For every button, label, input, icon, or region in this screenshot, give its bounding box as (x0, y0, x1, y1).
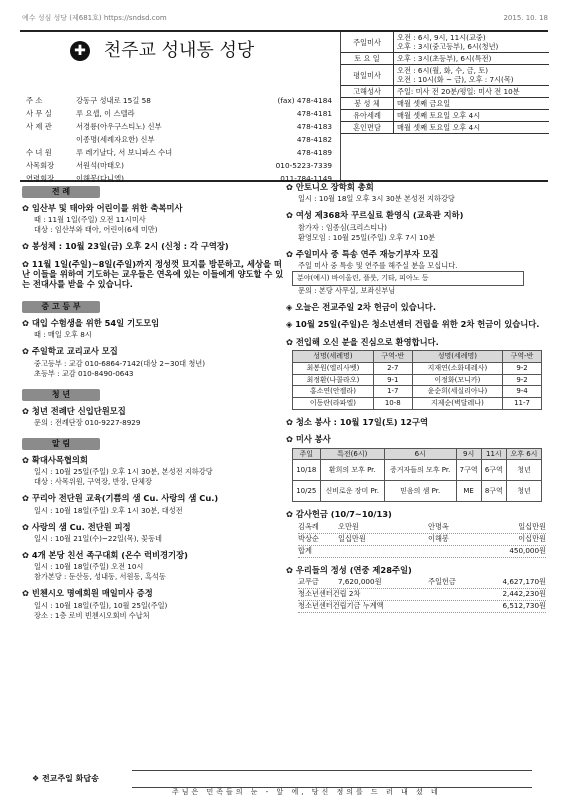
schedule-row (341, 98, 549, 110)
notice-detail: 문의 : 본당 사무실, 보좌신부님 (298, 286, 396, 296)
table-cell: 11-7 (503, 398, 542, 410)
schedule-key: 평일미사 (341, 65, 394, 86)
liturgy-head: 전 례 (22, 186, 100, 198)
donor-amount: 이십만원 (518, 533, 546, 543)
psalm-lyrics: 주님은 민족들의 눈 - 앞 에, 당신 정의를 드 러 내 셨 네 (172, 788, 441, 796)
table-row (293, 362, 542, 374)
notice-item (22, 241, 284, 251)
staff-row (26, 161, 332, 174)
table-cell: 2-7 (373, 362, 412, 374)
notice-item (22, 493, 284, 514)
table-cell: 이정화(모니카) (412, 374, 502, 386)
schedule-value (394, 32, 550, 53)
offering-label: 교무금 (298, 577, 319, 587)
schedule-line: 매월 셋째 금요일 (397, 99, 451, 108)
table-cell: 지재연(소화데레사) (412, 362, 502, 374)
table-cell: ME (456, 481, 481, 502)
notice-detail: 일시 : 10월 18일 오후 3시 30분 본성전 지하강당 (298, 194, 455, 204)
thanks-ledger (298, 522, 546, 558)
notice-title: ✿ 4개 본당 친선 족구대회 (온수 럭비경기장) (22, 549, 188, 560)
staff-row (26, 148, 332, 161)
table-header: 11시 (481, 448, 506, 460)
welcome-table (292, 350, 542, 410)
notice-title: ✿ 확대사목협의회 (22, 454, 88, 465)
music-staff (132, 770, 532, 788)
ledger-line (298, 522, 546, 534)
announcements-head: 알 림 (22, 438, 100, 450)
notice-detail: 때 : 11월 1일(주일) 오전 11시미사 (34, 215, 146, 225)
table-cell: 8구역 (481, 481, 506, 502)
notice-title: ✿ 우리들의 정성 (연중 제28주일) (286, 564, 412, 575)
table-cell: 이동란(라파엘) (293, 398, 374, 410)
staff-phone: 478-4183 (296, 122, 332, 131)
notice-item (22, 588, 284, 619)
staff-name: 서원석(마태오) (76, 161, 124, 170)
table-cell: 6구역 (481, 460, 506, 481)
table-cell: 믿음의 샘 Pr. (384, 481, 456, 502)
notice-item (22, 203, 284, 234)
notice-item (22, 522, 284, 543)
schedule-key: 토 요 일 (341, 53, 394, 65)
church-logo (70, 40, 254, 63)
notice-title: ✿ 미사 봉사 (286, 434, 331, 445)
notice-title: ✿ 봉성체 : 10월 23일(금) 오후 2시 (신청 : 각 구역장) (22, 241, 229, 252)
notice-title: ✿ 11월 1일(주일)~8일(주일)까지 정성껏 묘지를 방문하고, 세상을 떠난 이들을 위하여 기도하는 교우들은 연옥에 있는 이들에게 양도할 수 있는 전대사를 받을 수 있습니다. (22, 258, 284, 290)
notice-title: ✿ 사랑의 샘 Cu. 전단원 피정 (22, 521, 131, 532)
table-header: 9시 (456, 448, 481, 460)
staff-label: 사 무 실 (26, 109, 52, 118)
church-info (20, 32, 340, 183)
notice-title: ✿ 청소 봉사 : 10월 17일(토) 12구역 (286, 416, 428, 427)
table-header: 성명(세례명) (412, 351, 502, 363)
staff-label: 사목회장 (26, 161, 55, 170)
schedule-row (341, 86, 549, 98)
total-label: 합계 (298, 545, 312, 555)
notice-detail: 대상 : 사목위원, 구역장, 반장, 단체장 (34, 477, 152, 487)
schedule-key: 주일미사 (341, 32, 394, 53)
notice-detail: 주일 미사 중 특송 및 연주를 해주실 분을 모십니다. (298, 261, 458, 271)
table-cell: 9-2 (503, 362, 542, 374)
table-row (293, 460, 542, 481)
table-cell: 9-1 (373, 374, 412, 386)
table-header: 성명(세례명) (293, 351, 374, 363)
ledger-line (298, 534, 546, 546)
table-cell: 최봉원(엘리사벳) (293, 362, 374, 374)
staff-name: 서경룡(아우구스티노) 신부 (76, 122, 162, 131)
notice-detail: 일시 : 10월 25일(주일) 오후 1시 30분, 본성전 지하강당 (34, 467, 213, 477)
notice-title: ✿ 주일학교 교리교사 모집 (22, 346, 118, 357)
table-row (293, 398, 542, 410)
notice-detail: 일시 : 10월 18일(주일) 오전 10시 (34, 562, 144, 572)
schedule-value (394, 110, 550, 122)
right-column (286, 182, 548, 620)
ledger-line (298, 601, 546, 613)
donor-amount: 일십만원 (338, 533, 366, 543)
offering-amount: 6,512,730원 (502, 601, 546, 611)
schedule-line: 주일: 미사 전 20분/평일: 미사 전 10분 (397, 87, 520, 96)
schedule-key: 고해성사 (341, 86, 394, 98)
table-header: 구역-반 (373, 351, 412, 363)
schedule-key: 혼인면담 (341, 122, 394, 134)
staff-label: 주 소 (26, 96, 43, 105)
offering-label: 청소년센터건립기금 누계액 (298, 601, 384, 611)
notice-detail: 환영모임 : 10월 25일(주일) 오후 7시 10분 (298, 232, 436, 242)
cross-icon: ✚ (70, 41, 90, 61)
notice-title: ✿ 빈첸시오 명예회원 매일미사 증정 (22, 588, 153, 599)
table-header-row (293, 351, 542, 363)
notice-detail: 중고등부 : 교감 010-6864-7142(대상 2~30대 청년) (34, 358, 206, 368)
note-text: ◈ 10월 25일(주일)은 청소년센터 건립을 위한 2차 헌금이 있습니다. (286, 319, 540, 330)
schedule-row (341, 32, 549, 53)
issue-date: 2015. 10. 18 (503, 14, 548, 22)
top-info (22, 14, 548, 23)
music-recruit (286, 249, 548, 295)
staff-name: 이해봉(다니엘) (76, 174, 124, 183)
schedule-line: 오전 : 6시(월, 화, 수, 금, 토) (397, 66, 488, 75)
table-cell: 홍소연(안젤라) (293, 386, 374, 398)
notice-item (22, 346, 284, 377)
table-cell: 10-8 (373, 398, 412, 410)
notice-item (22, 318, 284, 339)
notice-detail: 때 : 매일 오후 8시 (34, 330, 92, 340)
notice-title: ✿ 안토니오 장학회 총회 (286, 182, 374, 192)
table-cell: 최정환(나콜라오) (293, 374, 374, 386)
table-cell: 지제순(벽달레나) (412, 398, 502, 410)
church-title: 천주교 성내동 성당 (103, 40, 255, 61)
notice-detail: 대상 : 임산부와 태아, 어린이(6세 미만) (34, 225, 158, 235)
schedule-value (394, 53, 550, 65)
table-header-row (293, 448, 542, 460)
schedule-line: 오후 : 3시(초등부), 6시(특전) (397, 54, 492, 63)
staff-phone: 478-4189 (296, 148, 332, 157)
ledger-total (298, 546, 546, 558)
mass-service (286, 434, 548, 502)
staff-list (26, 96, 332, 187)
offering-ledger (298, 577, 546, 613)
mass-schedule (340, 32, 549, 180)
responsorial-psalm (22, 770, 548, 796)
table-header: 오후 6시 (506, 448, 541, 460)
schedule-row (341, 53, 549, 65)
notice-item (286, 182, 548, 203)
schedule-key: 봉 성 체 (341, 98, 394, 110)
table-cell: 9-4 (503, 386, 542, 398)
schedule-value (394, 65, 550, 86)
notice-item (22, 455, 284, 486)
donor-amount: 일십만원 (518, 521, 546, 531)
notice-detail: 초등부 : 교감 010-8490-0643 (34, 368, 134, 378)
staff-row (26, 122, 332, 135)
note-text: ◈ 오늘은 전교주일 2차 헌금이 있습니다. (286, 302, 436, 313)
table-cell: 10/25 (293, 481, 321, 502)
header-block (20, 30, 548, 182)
ledger-line (298, 589, 546, 601)
staff-row (26, 109, 332, 122)
notice-detail: 장소 : 1층 로비 빈첸시오회비 수납처 (34, 610, 150, 620)
table-header: 6시 (384, 448, 456, 460)
staff-name: 강동구 성내로 15길 58 (76, 96, 151, 105)
cleaning-volunteer (286, 417, 548, 427)
table-row (293, 374, 542, 386)
donor-name: 박상순 (298, 533, 319, 543)
donor-amount: 오만원 (338, 521, 359, 531)
table-cell: 청년 (506, 460, 541, 481)
staff-label: 수 녀 원 (26, 148, 52, 157)
collection-note (286, 319, 548, 329)
notice-detail: 일시 : 10월 21일(수)~22일(목), 꽃동네 (34, 533, 162, 543)
notice-title: ✿ 주일미사 중 특송 연주 재능기부자 모집 (286, 248, 439, 259)
schedule-key: 유아세례 (341, 110, 394, 122)
notice-detail: 일시 : 10월 18일(주일), 10월 25일(주일) (34, 600, 168, 610)
notice-detail: 일시 : 10월 18일(주일) 오후 1시 30분, 대성전 (34, 505, 183, 515)
table-cell: 윤순희(세실리아나) (412, 386, 502, 398)
donor-name: 안명옥 (428, 521, 449, 531)
offering-amount: 2,442,230원 (502, 589, 546, 599)
table-cell: 7구역 (456, 460, 481, 481)
schedule-line: 오전 : 10시(화 ~ 금), 오후 : 7시(목) (397, 75, 514, 84)
offering-amount: 7,620,000원 (338, 577, 382, 587)
table-cell: 청년 (506, 481, 541, 502)
table-cell: 10/18 (293, 460, 321, 481)
staff-phone: 478-4182 (296, 135, 332, 144)
schedule-value (394, 86, 550, 98)
weekly-offering (286, 565, 548, 613)
notice-item (286, 210, 548, 241)
music-fields: 분야(예시) 바이올린, 플룻, 기타, 피아노 등 (292, 271, 524, 286)
left-column (22, 182, 284, 627)
welcome-block (286, 337, 548, 410)
notice-title: ✿ 여성 제368차 꾸르실료 환영식 (교육관 지하) (286, 210, 464, 221)
staff-label: 사 제 관 (26, 122, 52, 131)
notice-detail: 참가본당 : 둔산동, 성내동, 서원동, 흑석동 (34, 572, 166, 582)
schedule-row (341, 122, 549, 134)
notice-detail: 참가자 : 임종심(크리스티나) (298, 222, 387, 232)
staff-row (26, 96, 332, 109)
notice-item (22, 406, 284, 427)
table-cell: 1-7 (373, 386, 412, 398)
schedule-row (341, 110, 549, 122)
schedule-line: 오후 : 3시(중고등부), 6시(청년) (397, 42, 499, 51)
staff-name: 이종명(세례자요한) 신부 (76, 135, 155, 144)
notice-title: ✿ 감사헌금 (10/7~10/13) (286, 509, 392, 520)
donor-name: 김옥례 (298, 521, 319, 531)
donor-name: 이해봉 (428, 533, 449, 543)
schedule-line: 매월 셋째 토요일 오후 4시 (397, 123, 481, 132)
notice-title: ✿ 대입 수험생을 위한 54일 기도모임 (22, 317, 160, 328)
table-row (293, 481, 542, 502)
staff-name: 루 요셉, 이 스텔라 (76, 109, 135, 118)
staff-label: 연령회장 (26, 174, 55, 183)
psalm-label: ❖ 전교주일 화답송 (32, 774, 99, 783)
schedule-line: 오전 : 6시, 9시, 11시(교중) (397, 33, 486, 42)
staff-row (26, 135, 332, 148)
notice-title: ✿ 임산부 및 태아와 어린이를 위한 축복미사 (22, 203, 183, 213)
youth-head: 중 고 등 부 (22, 301, 100, 313)
table-cell: 환희의 모후 Pr. (320, 460, 384, 481)
notice-title: ✿ 꾸리아 전단원 교육(기쁨의 샘 Cu. 사랑의 샘 Cu.) (22, 493, 219, 504)
young-adult-head: 청 년 (22, 389, 100, 401)
collection-note (286, 302, 548, 312)
table-header: 주일 (293, 448, 321, 460)
staff-phone: (fax) 478-4184 (277, 96, 332, 105)
schedule-row (341, 65, 549, 86)
schedule-value (394, 122, 550, 134)
offering-amount: 4,627,170원 (502, 577, 546, 587)
mass-table (292, 448, 542, 503)
ledger-line (298, 577, 546, 589)
total-amount: 450,000원 (509, 545, 546, 555)
staff-phone: 011-784-1149 (280, 174, 332, 183)
notice-item (22, 259, 284, 290)
staff-name: 루 레기날다, 서 보니파스 수녀 (76, 148, 173, 157)
table-header: 구역-반 (503, 351, 542, 363)
table-cell: 증거자들의 모후 Pr. (384, 460, 456, 481)
thanks-offering (286, 509, 548, 557)
notice-title: ✿ 청년 전례단 신입단원모집 (22, 405, 126, 416)
notice-item (22, 550, 284, 581)
staff-phone: 478-4181 (296, 109, 332, 118)
issue-text: 예수 성심 성당 (제681호) https://sndsd.com (22, 14, 167, 22)
notice-title: ✿ 전입해 오신 분을 진심으로 환영합니다. (286, 336, 439, 347)
offering-label: 주일헌금 (428, 577, 456, 587)
table-header: 특전(6시) (320, 448, 384, 460)
notice-detail: 문의 : 전례단장 010-9227-8929 (34, 417, 141, 427)
table-row (293, 386, 542, 398)
offering-label: 청소년센터건립 2차 (298, 589, 361, 599)
staff-phone: 010-5223-7339 (275, 161, 332, 170)
table-cell: 신비로운 장미 Pr. (320, 481, 384, 502)
table-cell: 9-2 (503, 374, 542, 386)
schedule-value (394, 98, 550, 110)
schedule-line: 매월 셋째 토요일 오후 4시 (397, 111, 481, 120)
